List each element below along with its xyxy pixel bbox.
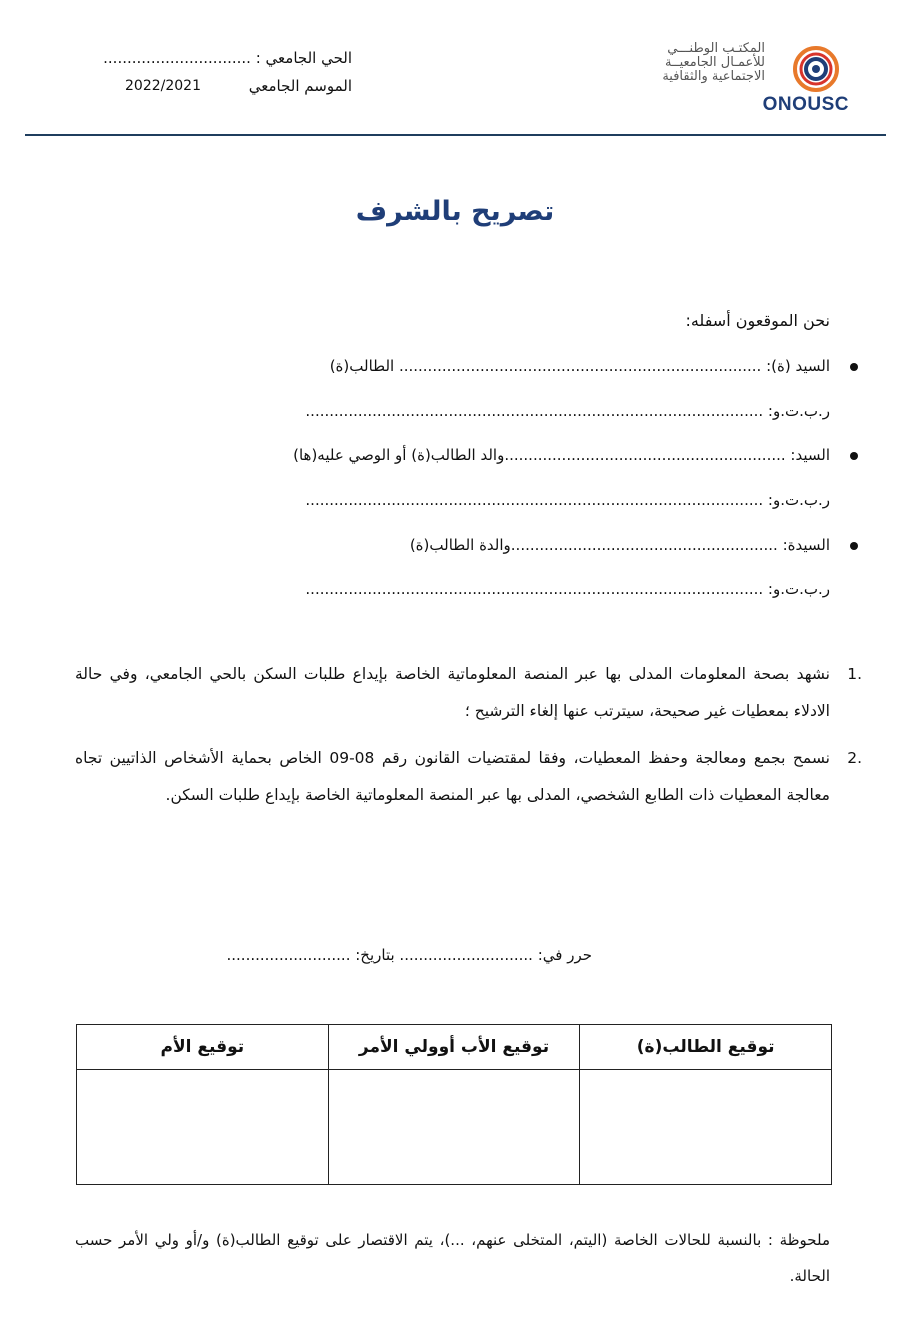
signature-row <box>77 1070 832 1185</box>
signatory-father <box>293 446 830 464</box>
header-divider <box>25 134 886 136</box>
clause-text: نسمح بجمع ومعالجة وحفظ المعطيات، وفقا لمقتضيات القانون رقم 08-09 الخاص بحماية الأشخاص الذاتيين تجاه معالجة المعطيات ذات الطابع الشخصي، المدلى بها عبر المنصة المعلوماتية الخاصة بإيداع طلبات السكن. <box>75 749 830 804</box>
signatory-mother-id: ر.ب.ت.و: ................................................................................................ <box>305 580 830 598</box>
campus-info <box>52 44 352 100</box>
signatory-line: السيدة: ........................................................والدة الطالب(ة) <box>409 536 830 554</box>
footnote: ملحوظة : بالنسبة للحالات الخاصة (اليتم، المتخلى عنهم، ...)، يتم الاقتصار على توقيع الطالب(ة) و/أو ولي الأمر حسب الحالة. <box>75 1231 830 1285</box>
signatory-mother <box>410 536 830 554</box>
student-signature-header: توقيع الطالب(ة) <box>580 1025 832 1070</box>
clause-text: نشهد بصحة المعلومات المدلى بها عبر المنصة المعلوماتية الخاصة بإيداع طلبات السكن بالحي الجامعي، وفي حالة الادلاء بمعطيات غير صحيحة، سيترتب عنها إلغاء الترشيح ؛ <box>75 665 830 720</box>
organization-logo <box>625 30 865 120</box>
signature-header-row <box>77 1025 832 1070</box>
signatory-father-id: ر.ب.ت.و: ................................................................................................ <box>305 491 830 509</box>
bullet-icon <box>850 363 858 371</box>
season-label: الموسم الجامعي <box>248 77 352 95</box>
place-date-line: حرر في: ............................ بتاريخ: .......................... <box>226 946 592 964</box>
mother-signature-cell[interactable] <box>77 1070 329 1185</box>
season-row <box>52 72 352 100</box>
father-signature-cell[interactable] <box>328 1070 580 1185</box>
bullet-icon <box>850 542 858 550</box>
father-signature-header: توقيع الأب أوولي الأمر <box>328 1025 580 1070</box>
signatory-line: السيد (ة): ............................................................................ الطالب(ة) <box>329 357 830 375</box>
mother-signature-header: توقيع الأم <box>77 1025 329 1070</box>
intro-text: نحن الموقعون أسفله: <box>685 311 830 330</box>
campus-label: الحي الجامعي : ............................... <box>103 49 352 67</box>
org-name-line-2: للأعمـال الجامعيــة <box>664 55 765 70</box>
signatory-line: السيد: ...........................................................والد الطالب(ة) أو الوصي عليه(ها) <box>293 446 830 464</box>
clause-1 <box>75 656 862 730</box>
signatory-student <box>330 357 830 375</box>
organization-name <box>662 42 765 84</box>
org-name-line-1: المكتـب الوطنـــي <box>667 41 765 56</box>
signatory-student-id: ر.ب.ت.و: ................................................................................................ <box>305 402 830 420</box>
clause-number: .1 <box>847 665 862 683</box>
clause-2 <box>75 740 862 814</box>
student-signature-cell[interactable] <box>580 1070 832 1185</box>
logo-eye-icon <box>787 44 845 94</box>
logo-wordmark: ONOUSC <box>762 94 849 115</box>
clause-number: .2 <box>847 749 862 767</box>
org-name-line-3: الاجتماعية والثقافية <box>662 69 765 84</box>
bullet-icon <box>850 452 858 460</box>
season-value: 2022/2021 <box>125 78 201 94</box>
signature-table <box>76 1024 832 1185</box>
page-title: تصريح بالشرف <box>355 196 555 227</box>
